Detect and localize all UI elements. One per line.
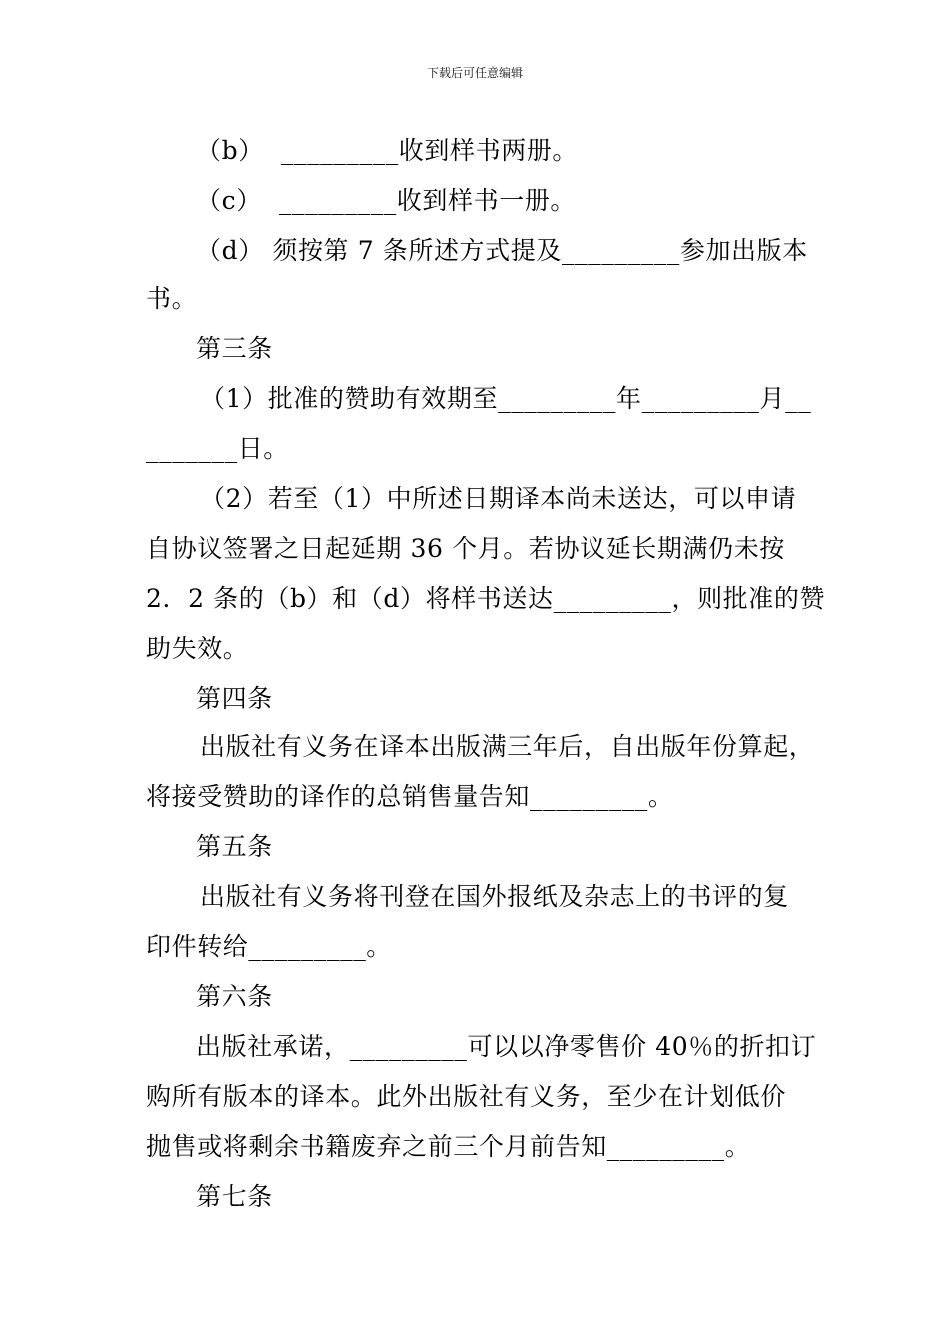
clause-2-2-d: （d） 须按第 7 条所述方式提及_________参加出版本	[196, 236, 808, 265]
article-5-heading: 第五条	[196, 832, 273, 861]
article-3-2: （2）若至（1）中所述日期译本尚未送达，可以申请	[200, 484, 797, 513]
article-6-body-cont-1: 购所有版本的译本。此外出版社有义务，至少在计划低价	[146, 1082, 787, 1111]
clause-2-2-c: （c） _________收到样书一册。	[196, 186, 576, 215]
article-4-body-cont: 将接受赞助的译作的总销售量告知_________。	[146, 782, 674, 811]
article-3-2-cont-2: 2．2 条的（b）和（d）将样书送达_________，则批准的赞	[146, 584, 826, 613]
clause-2-2-b: （b） _________收到样书两册。	[196, 136, 578, 165]
article-5-body-cont: 印件转给_________。	[146, 932, 392, 961]
article-3-2-cont-3: 助失效。	[146, 634, 249, 663]
article-3-heading: 第三条	[196, 334, 273, 363]
article-3-1: （1）批准的赞助有效期至_________年_________月__	[200, 384, 812, 413]
article-5-body: 出版社有义务将刊登在国外报纸及杂志上的书评的复	[200, 882, 789, 911]
article-4-heading: 第四条	[196, 684, 273, 713]
article-3-2-cont-1: 自协议签署之日起延期 36 个月。若协议延长期满仍未按	[146, 534, 785, 563]
article-6-heading: 第六条	[196, 982, 273, 1011]
page-header: 下载后可任意编辑	[426, 66, 523, 80]
article-6-body-cont-2: 抛售或将剩余书籍废弃之前三个月前告知_________。	[146, 1132, 751, 1161]
article-4-body: 出版社有义务在译本出版满三年后，自出版年份算起，	[200, 732, 815, 761]
clause-2-2-d-cont: 书。	[146, 284, 198, 313]
article-7-heading: 第七条	[196, 1182, 273, 1211]
article-3-1-cont: _______日。	[146, 434, 289, 463]
article-6-body: 出版社承诺，_________可以以净零售价 40％的折扣订	[196, 1032, 817, 1061]
